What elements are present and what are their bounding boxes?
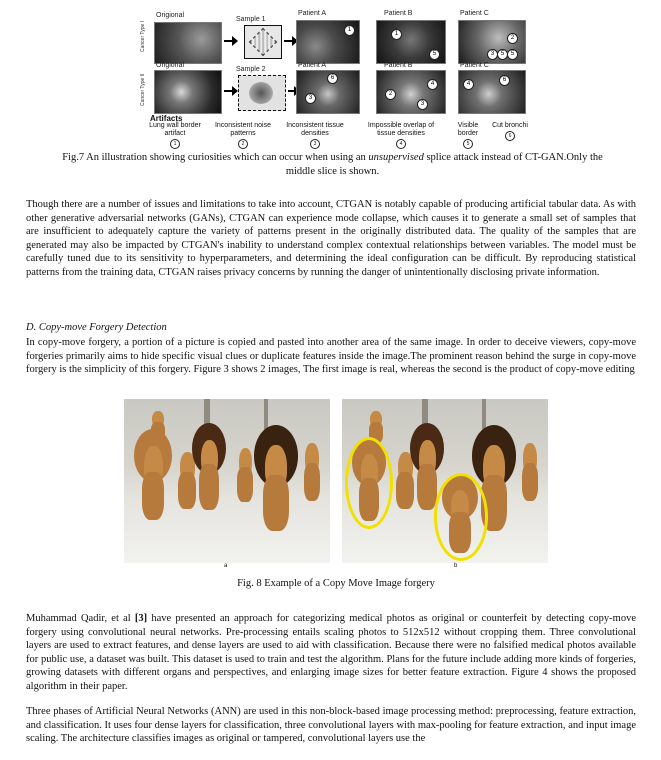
- figure-7-caption: Fig.7 An illustration showing curiosities which can occur when using an unsupervised splice attack instead of CT-GAN.Only the middle slice is shown.: [62, 152, 603, 177]
- highlight-ring: [345, 437, 393, 529]
- marker-2-icon: 2: [385, 89, 396, 100]
- patient-b-label-row1: Patient B: [384, 10, 413, 17]
- figure-8: [124, 399, 548, 575]
- marker-6-icon: 6: [327, 73, 338, 84]
- marker-3-icon: 3: [487, 49, 498, 60]
- ct-patient-b-row1: [376, 20, 446, 64]
- ct-patient-a-row2: [296, 70, 360, 114]
- artifact-5: Visible border 5: [457, 122, 479, 147]
- marker-5-icon: 5: [429, 49, 440, 60]
- original-label-row2: Origional: [156, 62, 185, 69]
- ct-patient-a-row1: [296, 20, 360, 64]
- citation-ref[interactable]: [3]: [134, 613, 148, 624]
- marker-3-icon: 3: [417, 99, 428, 110]
- marker-1-icon: 1: [344, 25, 355, 36]
- arrow-icon: [288, 90, 296, 92]
- marker-2-icon: 2: [507, 33, 518, 44]
- artifact-3: Inconsistent tissue densities 3: [286, 122, 344, 147]
- ct-patient-c-row2: [458, 70, 526, 114]
- arrow-icon: [224, 90, 234, 92]
- marker-4-icon: 4: [427, 79, 438, 90]
- row-label-cancer-type-2: Cancer Type II: [140, 73, 146, 107]
- sample-label-row2: Sample 2: [236, 66, 266, 73]
- paragraph-ctgan-limitations: Though there are a number of issues and limitations to take into account, CTGAN is notably capable of producing artificial tabular data. As with other generative adversarial networks (GANs), CTGAN can experience mode collapse, which causes it to generate a small set of samples that are insufficient to adequately capture the variety of patterns present in the originally distributed data. The quality of the samples that are generated may also be impacted by CTGAN's inability to understand complex contextual relationships between variables. The model must be carefully tuned due to its sensitivity to hyperparameters, and determining the ideal configuration can be difficult. By reproducing statistical patterns from the training data, CTGAN raises privacy concerns by running the danger of unintentionally disclosing private information.: [26, 199, 636, 278]
- patient-a-label-row2: Patient A: [298, 62, 327, 69]
- lion-image-original: [124, 399, 330, 563]
- paragraph-copy-move-intro: In copy-move forgery, a portion of a picture is copied and pasted into another area of the same image. In order to deceive viewers, copy-move forgeries primarily aims to hide specific visual clues or duplicate features inside the image.The prominent reason behind the surge in copy-move forgery is the simplicity of this forgery. Figure 3 shows 2 images, The first image is real, whereas the second is the product of copy-move editing: [26, 337, 636, 376]
- paragraph-ann-phases: Three phases of Artificial Neural Networks (ANN) are used in this non-block-based image processing method: preprocessing, feature extraction, and classification. It uses four dense layers for classification, three convolutional layers with max-pooling for feature extraction, and input image scaling. The architecture classifies images as original or tampered, convolutional layers use the: [26, 706, 636, 745]
- artifacts-title: Artifacts: [150, 114, 183, 123]
- figure-7: [140, 2, 532, 148]
- sample-label-row1: Sample 1: [236, 16, 266, 23]
- paragraph-qadir-approach: Muhammad Qadir, et al [3] have presented an approach for categorizing medical photos as original or counterfeit by detecting copy-move forgery using convolutional neural networks. Pre-processing entails scaling photos to 512x512 without cropping them. Three convolutional layers are used to extract features, and dense layers are used to aid with classification. Because there were no falsified medical photos available for public use, a dataset was built. This dataset is used to train and test the algorithm. Plans for the future include adding more kinds of forgeries, growing datasets with different organs and perspectives, and enlarging image sizes for better feature extraction. Figure 4 shows the proposed algorithm in their paper.: [26, 613, 636, 692]
- ct-original-row2: [154, 70, 222, 114]
- section-heading-copy-move: D. Copy-move Forgery Detection: [26, 322, 167, 333]
- lion-image-forged: [342, 399, 548, 563]
- panel-label-b: b: [454, 563, 458, 569]
- marker-5-icon: 5: [507, 49, 518, 60]
- patient-b-label-row2: Patient B: [384, 62, 413, 69]
- ct-patient-b-row2: [376, 70, 446, 114]
- ct-sample-row1: [244, 25, 282, 59]
- figure-8-caption: Fig. 8 Example of a Copy Move Image forgery: [237, 578, 435, 589]
- ct-patient-c-row1: [458, 20, 526, 64]
- arrow-icon: [224, 40, 234, 42]
- patient-a-label-row1: Patient A: [298, 10, 327, 17]
- panel-label-a: a: [224, 563, 228, 569]
- patient-c-label-row2: Patient C: [460, 62, 489, 69]
- artifact-2: Inconsistent noise patterns 2: [214, 122, 272, 147]
- artifact-1: Lung wall border artifact 1: [149, 122, 201, 147]
- arrow-icon: [284, 40, 294, 42]
- highlight-ring: [434, 473, 488, 561]
- marker-5-icon: 5: [497, 49, 508, 60]
- row-label-cancer-type-1: Cancer Type I: [140, 20, 146, 52]
- artifact-4: Impossible overlap of tissue densities 4: [367, 122, 435, 147]
- marker-3-icon: 3: [305, 93, 316, 104]
- marker-1-icon: 1: [391, 29, 402, 40]
- artifact-6: Cut bronchi 6: [492, 122, 528, 139]
- ct-sample-row2: [238, 75, 286, 111]
- marker-6-icon: 6: [499, 75, 510, 86]
- ct-original-row1: [154, 22, 222, 64]
- patient-c-label-row1: Patient C: [460, 10, 489, 17]
- original-label-row1: Origional: [156, 12, 185, 19]
- marker-4-icon: 4: [463, 79, 474, 90]
